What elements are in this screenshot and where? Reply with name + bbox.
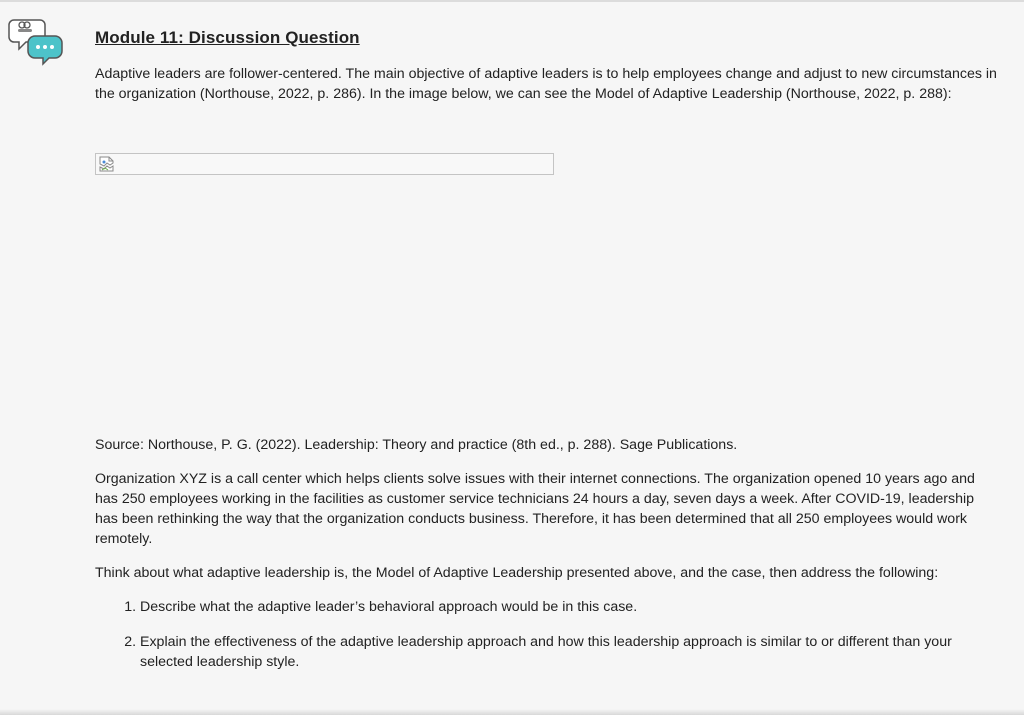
- intro-paragraph: Adaptive leaders are follower-centered. The main objective of adaptive leaders is to help employees change and adjust to new circumstances in the organization (Northouse, 2022, p. 286). In the image below, we can see the Model of Adaptive Leadership (Northouse, 2022, p. 288):: [95, 66, 997, 102]
- question-item-2: 2. Explain the effectiveness of the adaptive leadership approach and how this leadership approach is similar to or different than your selected leadership style.: [140, 632, 1000, 672]
- bottom-edge-shadow: [0, 709, 1024, 715]
- discussion-chat-icon: [8, 14, 68, 74]
- page-title: Module 11: Discussion Question: [95, 28, 360, 47]
- broken-image-icon: [99, 156, 115, 172]
- prompt-paragraph: Think about what adaptive leadership is, the Model of Adaptive Leadership presented above, and the case, then address the following:: [95, 565, 939, 581]
- question-list: [95, 597, 1000, 672]
- top-divider: [0, 0, 1024, 2]
- source-citation: Source: Northouse, P. G. (2022). Leadership: Theory and practice (8th ed., p. 288). Sage Publications.: [95, 437, 738, 453]
- question-item-1: 1. Describe what the adaptive leader’s behavioral approach would be in this case.: [140, 597, 1000, 617]
- discussion-content: [95, 28, 1000, 687]
- case-paragraph: Organization XYZ is a call center which helps clients solve issues with their internet connections. The organization opened 10 years ago and has 250 employees working in the facilities as customer service technicians 24 hours a day, seven days a week. After COVID-19, leadership has been rethinking the way that the organization conducts business. Therefore, it has been determined that all 250 employees would work remotely.: [95, 471, 975, 547]
- adaptive-leadership-model-image: [95, 153, 554, 175]
